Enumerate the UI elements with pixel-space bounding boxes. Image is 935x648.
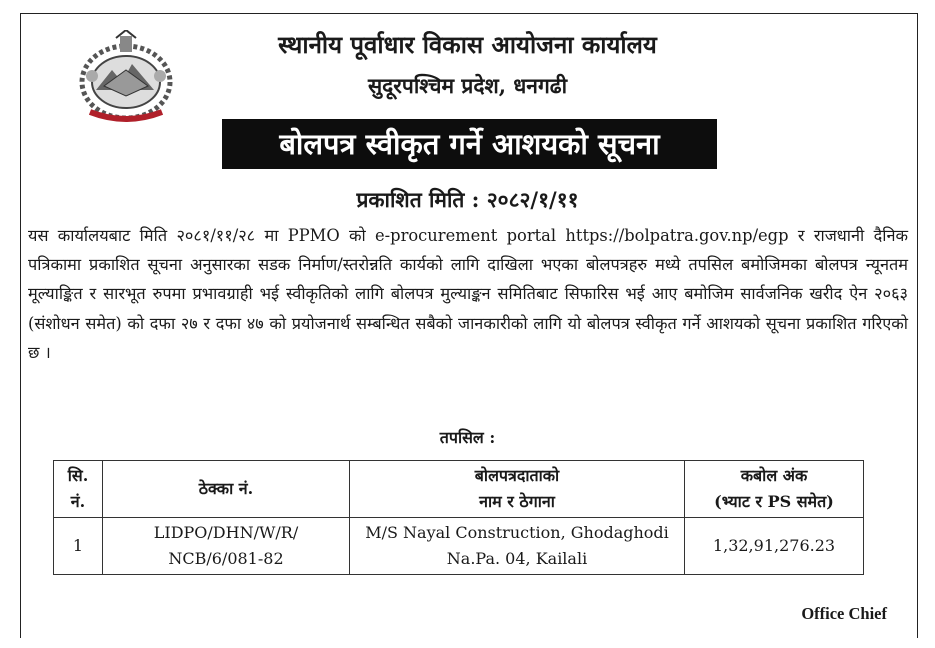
- header-bidder: बोलपत्रदाताको नाम र ठेगाना: [350, 461, 685, 518]
- cell-bidder: M/S Nayal Construction, Ghodaghodi Na.Pa. 04, Kailali: [350, 518, 685, 575]
- header-amount: कबोल अंक (भ्याट र PS समेत): [685, 461, 864, 518]
- office-location: सुदूरपश्चिम प्रदेश, धनगढी: [367, 73, 568, 98]
- cell-contract-no: LIDPO/DHN/W/R/ NCB/6/081-82: [103, 518, 350, 575]
- details-heading: तपसिल :: [439, 428, 496, 447]
- published-date: प्रकाशित मिति : २०८२/१/११: [356, 187, 579, 212]
- award-table: [53, 460, 864, 575]
- office-title: स्थानीय पूर्वाधार विकास आयोजना कार्यालय: [278, 30, 657, 59]
- cell-amount: 1,32,91,276.23: [685, 518, 864, 575]
- header-sn: सि. नं.: [54, 461, 103, 518]
- cell-sn: 1: [54, 518, 103, 575]
- header-contract-no: ठेक्का नं.: [103, 461, 350, 518]
- table-row: [54, 518, 864, 575]
- notice-title-banner: बोलपत्र स्वीकृत गर्ने आशयको सूचना: [222, 119, 717, 169]
- notice-body-text: यस कार्यालयबाट मिति २०८१/११/२८ मा PPMO को e-procurement portal https://bolpatra.gov.np/egp र राजधानी दैनिक पत्रिकामा प्रकाशित सूचना अनुसारका सडक निर्माण/स्तरोन्नति कार्यको लागि दाखिला भएका बोलपत्रहरु मध्ये तपसिल बमोजिमका बोलपत्र न्यूनतम मूल्याङ्कित र सारभूत रुपमा प्रभावग्राही भई स्वीकृतिको लागि बोलपत्र मुल्याङ्कन समितिबाट सिफारिस भई आए बमोजिम सार्वजनिक खरीद ऐन २०६३ (संशोधन समेत) को दफा २७ र दफा ४७ को प्रयोजनार्थ सम्बन्धित सबैको जानकारीको लागि यो बोलपत्र स्वीकृत गर्ने आशयको सूचना प्रकाशित गरिएको छ ।: [28, 226, 908, 362]
- signature-office-chief: Office Chief: [801, 604, 887, 623]
- table-header-row: [54, 461, 864, 518]
